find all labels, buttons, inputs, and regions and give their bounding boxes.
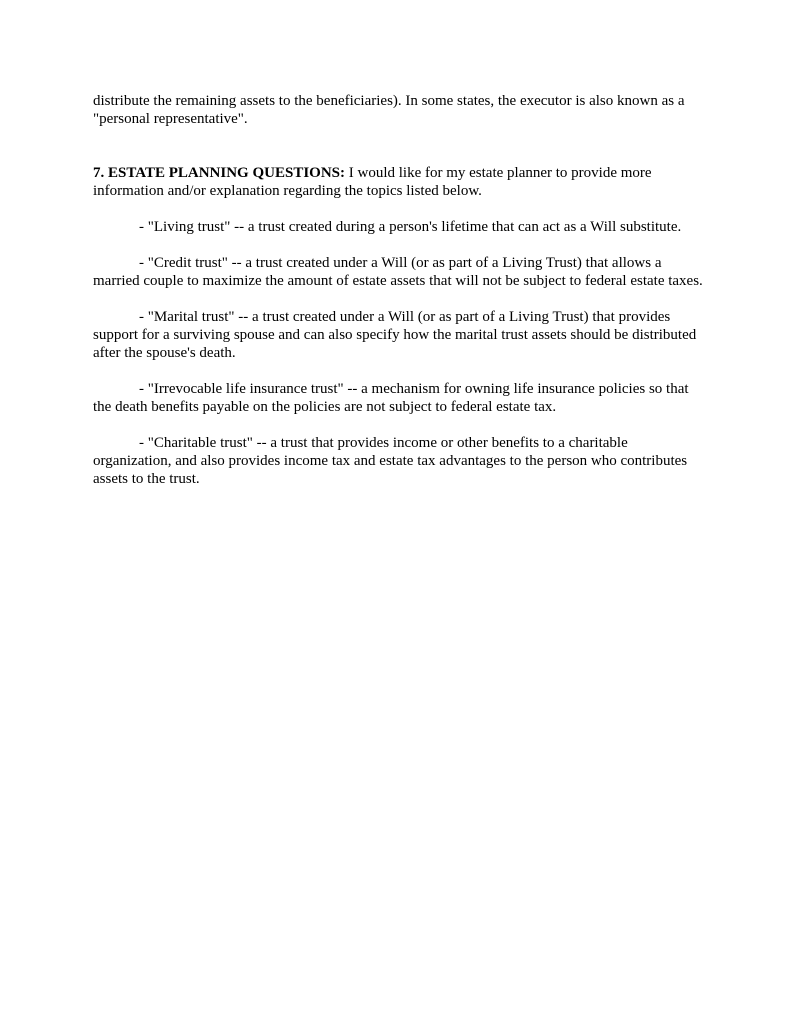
item-irrevocable-life-insurance-trust: - "Irrevocable life insurance trust" -- a mechanism for owning life insurance policies so that the death benefits payable on the policies are not subject to federal estate tax. [93, 381, 689, 415]
intro-paragraph: distribute the remaining assets to the beneficiaries). In some states, the executor is also known as a "personal representative". [93, 93, 685, 127]
item-credit-trust: - "Credit trust" -- a trust created under a Will (or as part of a Living Trust) that allows a married couple to maximize the amount of estate assets that will not be subject to federal estate taxes. [93, 255, 703, 289]
item-charitable-trust: - "Charitable trust" -- a trust that provides income or other benefits to a charitable organization, and also provides income tax and estate tax advantages to the person who contributes assets to the trust. [93, 435, 688, 487]
section-7-body: I would like for my estate planner to provide more information and/or explanation regarding the topics listed below. [93, 165, 652, 199]
item-living-trust: - "Living trust" -- a trust created during a person's lifetime that can act as a Will substitute. [139, 219, 682, 235]
section-7-heading: 7. ESTATE PLANNING QUESTIONS: [93, 165, 345, 181]
item-marital-trust: - "Marital trust" -- a trust created under a Will (or as part of a Living Trust) that provides support for a surviving spouse and can also specify how the marital trust assets should be distributed after the spouse's death. [93, 309, 697, 361]
document-body [93, 92, 703, 506]
section-7-paragraph [93, 164, 703, 200]
